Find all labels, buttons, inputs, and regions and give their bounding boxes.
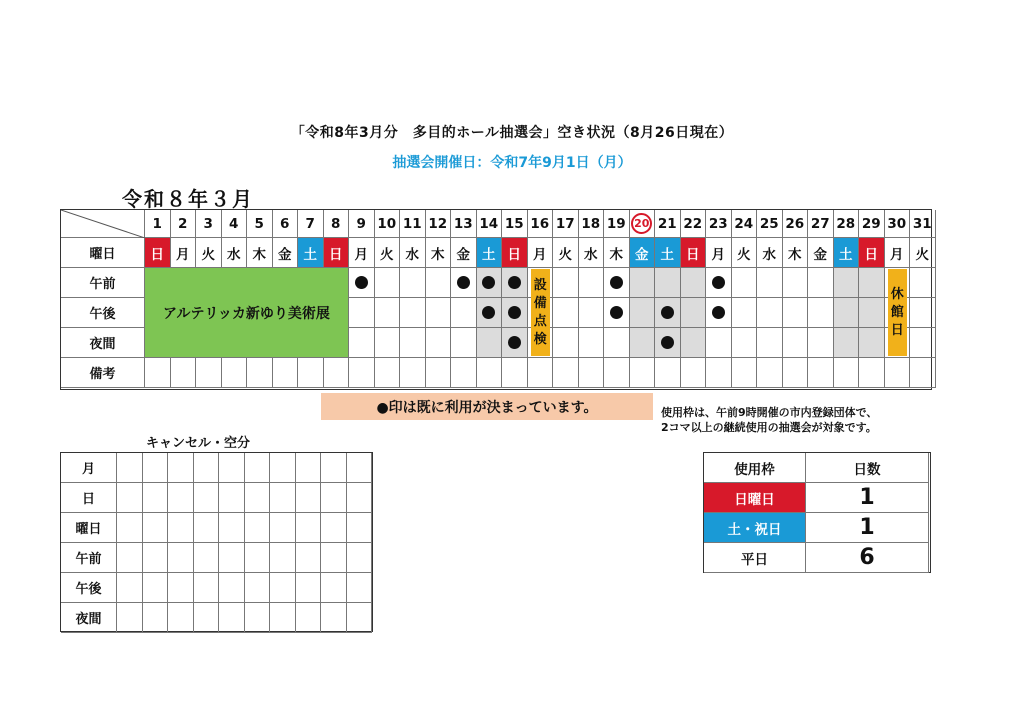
cancel-row-label: 午後 bbox=[61, 573, 117, 603]
cancel-cell[interactable] bbox=[245, 573, 271, 603]
slot-cell[interactable] bbox=[732, 328, 758, 358]
slot-cell[interactable] bbox=[655, 268, 681, 298]
slot-cell[interactable] bbox=[834, 328, 860, 358]
cancel-cell[interactable] bbox=[296, 483, 322, 513]
cancel-cell[interactable] bbox=[347, 543, 373, 573]
usage-note-line-2: 2コマ以上の継続使用の抽選会が対象です。 bbox=[661, 421, 877, 434]
cancel-row-label: 曜日 bbox=[61, 513, 117, 543]
remarks-cell[interactable] bbox=[247, 358, 273, 388]
slot-cell[interactable] bbox=[400, 328, 426, 358]
booked-dot bbox=[661, 336, 674, 349]
weekday-cell: 水 bbox=[757, 238, 783, 268]
weekday-cell: 月 bbox=[706, 238, 732, 268]
holiday-date-circle: 20 bbox=[631, 213, 652, 234]
closed-day-block bbox=[888, 269, 908, 356]
cancel-cell[interactable] bbox=[270, 483, 296, 513]
closed-day-block-char: 日 bbox=[890, 322, 904, 338]
row-label: 午前 bbox=[61, 268, 145, 298]
remarks-cell[interactable] bbox=[910, 358, 936, 388]
booked-dot bbox=[355, 276, 368, 289]
slot-cell[interactable] bbox=[732, 268, 758, 298]
cancel-cell[interactable] bbox=[347, 483, 373, 513]
cancel-cell[interactable] bbox=[347, 453, 373, 483]
cancel-cell[interactable] bbox=[219, 513, 245, 543]
remarks-cell[interactable] bbox=[579, 358, 605, 388]
weekday-cell: 水 bbox=[579, 238, 605, 268]
cancel-cell[interactable] bbox=[321, 513, 347, 543]
weekday-cell: 月 bbox=[885, 238, 911, 268]
slot-cell[interactable] bbox=[681, 268, 707, 298]
booked-dot bbox=[482, 306, 495, 319]
weekday-cell: 金 bbox=[808, 238, 834, 268]
cancel-cell[interactable] bbox=[168, 483, 194, 513]
date-header: 16 bbox=[528, 210, 554, 238]
remarks-cell[interactable] bbox=[171, 358, 197, 388]
date-header: 12 bbox=[426, 210, 452, 238]
slot-cell[interactable] bbox=[808, 298, 834, 328]
slot-cell[interactable] bbox=[859, 298, 885, 328]
remarks-cell[interactable] bbox=[426, 358, 452, 388]
cancel-cell[interactable] bbox=[270, 543, 296, 573]
booked-dot bbox=[508, 276, 521, 289]
slot-cell[interactable] bbox=[681, 298, 707, 328]
remarks-cell[interactable] bbox=[502, 358, 528, 388]
usage-count-table bbox=[703, 452, 931, 573]
slot-cell[interactable] bbox=[910, 328, 936, 358]
cancel-cell[interactable] bbox=[117, 483, 143, 513]
slot-cell[interactable] bbox=[655, 298, 681, 328]
weekday-cell: 木 bbox=[247, 238, 273, 268]
weekday-cell: 水 bbox=[400, 238, 426, 268]
inspection-block-char: 設 bbox=[533, 277, 547, 293]
diagonal-line bbox=[61, 210, 145, 238]
cancel-row-label: 夜間 bbox=[61, 603, 117, 633]
remarks-cell[interactable] bbox=[324, 358, 350, 388]
slot-cell[interactable] bbox=[783, 298, 809, 328]
date-header: 19 bbox=[604, 210, 630, 238]
slot-cell[interactable] bbox=[706, 298, 732, 328]
cancel-row-label: 午前 bbox=[61, 543, 117, 573]
date-header: 30 bbox=[885, 210, 911, 238]
slot-cell[interactable] bbox=[349, 328, 375, 358]
slot-cell[interactable] bbox=[426, 328, 452, 358]
cancel-cell[interactable] bbox=[270, 513, 296, 543]
remarks-cell[interactable] bbox=[706, 358, 732, 388]
date-header: 22 bbox=[681, 210, 707, 238]
booked-dot bbox=[457, 276, 470, 289]
slot-cell[interactable] bbox=[630, 328, 656, 358]
slot-cell[interactable] bbox=[808, 268, 834, 298]
date-header: 31 bbox=[910, 210, 936, 238]
weekday-cell: 土 bbox=[477, 238, 503, 268]
weekday-cell: 木 bbox=[783, 238, 809, 268]
date-header: 27 bbox=[808, 210, 834, 238]
booked-dot bbox=[712, 276, 725, 289]
cancel-cell[interactable] bbox=[168, 603, 194, 633]
remarks-cell[interactable] bbox=[885, 358, 911, 388]
remarks-cell[interactable] bbox=[273, 358, 299, 388]
slot-cell[interactable] bbox=[783, 328, 809, 358]
usage-label: 平日 bbox=[704, 543, 806, 573]
cancel-cell[interactable] bbox=[296, 513, 322, 543]
cancel-cell[interactable] bbox=[245, 543, 271, 573]
cancel-cell[interactable] bbox=[194, 483, 220, 513]
date-header: 5 bbox=[247, 210, 273, 238]
weekday-cell: 火 bbox=[910, 238, 936, 268]
cancel-cell[interactable] bbox=[245, 513, 271, 543]
weekday-cell: 金 bbox=[273, 238, 299, 268]
usage-note bbox=[661, 405, 877, 435]
slot-cell[interactable] bbox=[910, 268, 936, 298]
slot-cell[interactable] bbox=[706, 328, 732, 358]
slot-cell[interactable] bbox=[502, 328, 528, 358]
booked-dot bbox=[661, 306, 674, 319]
slot-cell[interactable] bbox=[732, 298, 758, 328]
cancel-cell[interactable] bbox=[347, 513, 373, 543]
cancel-cell[interactable] bbox=[219, 483, 245, 513]
booked-dot bbox=[610, 276, 623, 289]
remarks-cell[interactable] bbox=[222, 358, 248, 388]
cancellation-title: キャンセル・空分 bbox=[146, 436, 251, 451]
cancel-cell[interactable] bbox=[117, 573, 143, 603]
date-header: 3 bbox=[196, 210, 222, 238]
slot-cell[interactable] bbox=[604, 328, 630, 358]
booked-dot bbox=[508, 306, 521, 319]
weekday-cell: 土 bbox=[298, 238, 324, 268]
date-header: 1 bbox=[145, 210, 171, 238]
weekday-cell: 月 bbox=[528, 238, 554, 268]
event-block: アルテリッカ新ゆり美術展 bbox=[145, 268, 349, 358]
slot-cell[interactable] bbox=[553, 298, 579, 328]
slot-cell[interactable] bbox=[859, 328, 885, 358]
cancel-cell[interactable] bbox=[143, 543, 169, 573]
cancel-cell[interactable] bbox=[117, 513, 143, 543]
inspection-block-char: 備 bbox=[533, 295, 547, 311]
date-header: 13 bbox=[451, 210, 477, 238]
remarks-cell[interactable] bbox=[400, 358, 426, 388]
slot-cell[interactable] bbox=[426, 268, 452, 298]
usage-header: 使用枠 bbox=[704, 453, 806, 483]
usage-label: 土・祝日 bbox=[704, 513, 806, 543]
cancel-cell[interactable] bbox=[194, 573, 220, 603]
slot-cell[interactable] bbox=[502, 268, 528, 298]
cancel-cell[interactable] bbox=[194, 603, 220, 633]
date-header: 25 bbox=[757, 210, 783, 238]
slot-cell[interactable] bbox=[655, 328, 681, 358]
lottery-date: 抽選会開催日：令和7年9月1日（月） bbox=[392, 155, 632, 171]
cancel-cell[interactable] bbox=[117, 543, 143, 573]
date-header: 2 bbox=[171, 210, 197, 238]
weekday-cell: 日 bbox=[145, 238, 171, 268]
booked-dot bbox=[712, 306, 725, 319]
cancel-cell[interactable] bbox=[321, 483, 347, 513]
slot-cell[interactable] bbox=[757, 298, 783, 328]
weekday-cell: 日 bbox=[859, 238, 885, 268]
row-label: 午後 bbox=[61, 298, 145, 328]
cancel-cell[interactable] bbox=[270, 603, 296, 633]
cancel-cell[interactable] bbox=[347, 603, 373, 633]
cancel-cell[interactable] bbox=[245, 453, 271, 483]
weekday-cell: 日 bbox=[324, 238, 350, 268]
booked-dot bbox=[508, 336, 521, 349]
weekday-cell: 土 bbox=[655, 238, 681, 268]
cancel-cell[interactable] bbox=[219, 573, 245, 603]
weekday-cell: 木 bbox=[604, 238, 630, 268]
slot-cell[interactable] bbox=[783, 268, 809, 298]
cancel-cell[interactable] bbox=[194, 543, 220, 573]
page-title: 「令和8年3月分 多目的ホール抽選会」空き状況（8月26日現在） bbox=[290, 125, 734, 141]
weekday-cell: 金 bbox=[451, 238, 477, 268]
slot-cell[interactable] bbox=[630, 298, 656, 328]
closed-day-block-char: 館 bbox=[890, 304, 904, 320]
slot-cell[interactable] bbox=[706, 268, 732, 298]
cancel-cell[interactable] bbox=[296, 603, 322, 633]
cancel-cell[interactable] bbox=[296, 573, 322, 603]
slot-cell[interactable] bbox=[400, 268, 426, 298]
cancel-cell[interactable] bbox=[321, 543, 347, 573]
cancel-cell[interactable] bbox=[143, 453, 169, 483]
slot-cell[interactable] bbox=[579, 268, 605, 298]
weekday-cell: 火 bbox=[553, 238, 579, 268]
cancel-cell[interactable] bbox=[168, 573, 194, 603]
date-header: 8 bbox=[324, 210, 350, 238]
slot-cell[interactable] bbox=[477, 298, 503, 328]
slot-cell[interactable] bbox=[375, 298, 401, 328]
weekday-cell: 月 bbox=[349, 238, 375, 268]
remarks-cell[interactable] bbox=[859, 358, 885, 388]
slot-cell[interactable] bbox=[451, 298, 477, 328]
usage-count: 1 bbox=[806, 483, 929, 513]
booked-note-banner: ●印は既に利用が決まっています。 bbox=[321, 393, 653, 420]
date-header: 29 bbox=[859, 210, 885, 238]
date-header: 9 bbox=[349, 210, 375, 238]
cancel-cell[interactable] bbox=[296, 453, 322, 483]
date-header: 6 bbox=[273, 210, 299, 238]
count-header: 日数 bbox=[806, 453, 929, 483]
cancel-cell[interactable] bbox=[168, 543, 194, 573]
remarks-cell[interactable] bbox=[196, 358, 222, 388]
usage-label: 日曜日 bbox=[704, 483, 806, 513]
booked-dot bbox=[482, 276, 495, 289]
cancellation-table bbox=[60, 452, 373, 632]
cancel-cell[interactable] bbox=[219, 453, 245, 483]
slot-cell[interactable] bbox=[349, 268, 375, 298]
remarks-cell[interactable] bbox=[604, 358, 630, 388]
slot-cell[interactable] bbox=[477, 268, 503, 298]
cancel-cell[interactable] bbox=[321, 453, 347, 483]
cancel-cell[interactable] bbox=[194, 453, 220, 483]
cancel-cell[interactable] bbox=[143, 513, 169, 543]
cancel-cell[interactable] bbox=[245, 603, 271, 633]
slot-cell[interactable] bbox=[375, 328, 401, 358]
remarks-cell[interactable] bbox=[757, 358, 783, 388]
remarks-cell[interactable] bbox=[808, 358, 834, 388]
date-header: 21 bbox=[655, 210, 681, 238]
cancel-cell[interactable] bbox=[270, 453, 296, 483]
date-header: 28 bbox=[834, 210, 860, 238]
slot-cell[interactable] bbox=[834, 298, 860, 328]
slot-cell[interactable] bbox=[349, 298, 375, 328]
inspection-block bbox=[531, 269, 551, 356]
slot-cell[interactable] bbox=[477, 328, 503, 358]
slot-cell[interactable] bbox=[502, 298, 528, 328]
row-label: 備考 bbox=[61, 358, 145, 388]
remarks-cell[interactable] bbox=[451, 358, 477, 388]
slot-cell[interactable] bbox=[579, 298, 605, 328]
slot-cell[interactable] bbox=[553, 328, 579, 358]
slot-cell[interactable] bbox=[630, 268, 656, 298]
cancel-cell[interactable] bbox=[296, 543, 322, 573]
date-header: 7 bbox=[298, 210, 324, 238]
remarks-cell[interactable] bbox=[834, 358, 860, 388]
date-header: 24 bbox=[732, 210, 758, 238]
slot-cell[interactable] bbox=[910, 298, 936, 328]
slot-cell[interactable] bbox=[451, 328, 477, 358]
cancel-cell[interactable] bbox=[321, 573, 347, 603]
usage-note-line-1: 使用枠は、午前9時開催の市内登録団体で、 bbox=[661, 406, 878, 419]
date-header: 18 bbox=[579, 210, 605, 238]
weekday-cell: 火 bbox=[732, 238, 758, 268]
weekday-cell: 日 bbox=[681, 238, 707, 268]
usage-count: 6 bbox=[806, 543, 929, 573]
weekday-cell: 金 bbox=[630, 238, 656, 268]
remarks-cell[interactable] bbox=[553, 358, 579, 388]
row-label: 曜日 bbox=[61, 238, 145, 268]
slot-cell[interactable] bbox=[834, 268, 860, 298]
cancel-cell[interactable] bbox=[347, 573, 373, 603]
remarks-cell[interactable] bbox=[655, 358, 681, 388]
weekday-cell: 月 bbox=[171, 238, 197, 268]
inspection-block-char: 点 bbox=[533, 313, 547, 329]
date-header: 23 bbox=[706, 210, 732, 238]
remarks-cell[interactable] bbox=[681, 358, 707, 388]
slot-cell[interactable] bbox=[859, 268, 885, 298]
cancel-cell[interactable] bbox=[117, 603, 143, 633]
weekday-cell: 木 bbox=[426, 238, 452, 268]
date-header: 26 bbox=[783, 210, 809, 238]
inspection-block-char: 検 bbox=[533, 331, 547, 347]
remarks-cell[interactable] bbox=[477, 358, 503, 388]
cancel-cell[interactable] bbox=[219, 603, 245, 633]
slot-cell[interactable] bbox=[681, 328, 707, 358]
slot-cell[interactable] bbox=[426, 298, 452, 328]
date-header: 10 bbox=[375, 210, 401, 238]
remarks-cell[interactable] bbox=[298, 358, 324, 388]
slot-cell[interactable] bbox=[757, 328, 783, 358]
cancel-row-label: 月 bbox=[61, 453, 117, 483]
date-header: 15 bbox=[502, 210, 528, 238]
remarks-cell[interactable] bbox=[783, 358, 809, 388]
weekday-cell: 日 bbox=[502, 238, 528, 268]
slot-cell[interactable] bbox=[579, 328, 605, 358]
closed-day-block-char: 休 bbox=[890, 286, 904, 302]
cancel-cell[interactable] bbox=[143, 483, 169, 513]
date-header: 4 bbox=[222, 210, 248, 238]
cancel-cell[interactable] bbox=[143, 603, 169, 633]
remarks-cell[interactable] bbox=[375, 358, 401, 388]
remarks-cell[interactable] bbox=[145, 358, 171, 388]
date-header bbox=[630, 210, 656, 238]
slot-cell[interactable] bbox=[604, 268, 630, 298]
slot-cell[interactable] bbox=[553, 268, 579, 298]
weekday-cell: 火 bbox=[196, 238, 222, 268]
slot-cell[interactable] bbox=[604, 298, 630, 328]
cancel-cell[interactable] bbox=[168, 513, 194, 543]
weekday-cell: 火 bbox=[375, 238, 401, 268]
row-label: 夜間 bbox=[61, 328, 145, 358]
date-header: 11 bbox=[400, 210, 426, 238]
date-header: 17 bbox=[553, 210, 579, 238]
corner-cell bbox=[61, 210, 145, 238]
slot-cell[interactable] bbox=[375, 268, 401, 298]
usage-count: 1 bbox=[806, 513, 929, 543]
month-title: 令和８年３月 bbox=[122, 187, 254, 211]
cancel-cell[interactable] bbox=[168, 453, 194, 483]
cancel-cell[interactable] bbox=[270, 573, 296, 603]
slot-cell[interactable] bbox=[400, 298, 426, 328]
weekday-cell: 水 bbox=[222, 238, 248, 268]
cancel-cell[interactable] bbox=[194, 513, 220, 543]
cancel-cell[interactable] bbox=[245, 483, 271, 513]
weekday-cell: 土 bbox=[834, 238, 860, 268]
slot-cell[interactable] bbox=[451, 268, 477, 298]
remarks-cell[interactable] bbox=[528, 358, 554, 388]
cancel-cell[interactable] bbox=[117, 453, 143, 483]
remarks-cell[interactable] bbox=[732, 358, 758, 388]
slot-cell[interactable] bbox=[757, 268, 783, 298]
slot-cell[interactable] bbox=[808, 328, 834, 358]
booked-dot bbox=[610, 306, 623, 319]
availability-calendar bbox=[60, 209, 932, 390]
date-header: 14 bbox=[477, 210, 503, 238]
remarks-cell[interactable] bbox=[630, 358, 656, 388]
cancel-cell[interactable] bbox=[219, 543, 245, 573]
cancel-row-label: 日 bbox=[61, 483, 117, 513]
cancel-cell[interactable] bbox=[321, 603, 347, 633]
remarks-cell[interactable] bbox=[349, 358, 375, 388]
cancel-cell[interactable] bbox=[143, 573, 169, 603]
